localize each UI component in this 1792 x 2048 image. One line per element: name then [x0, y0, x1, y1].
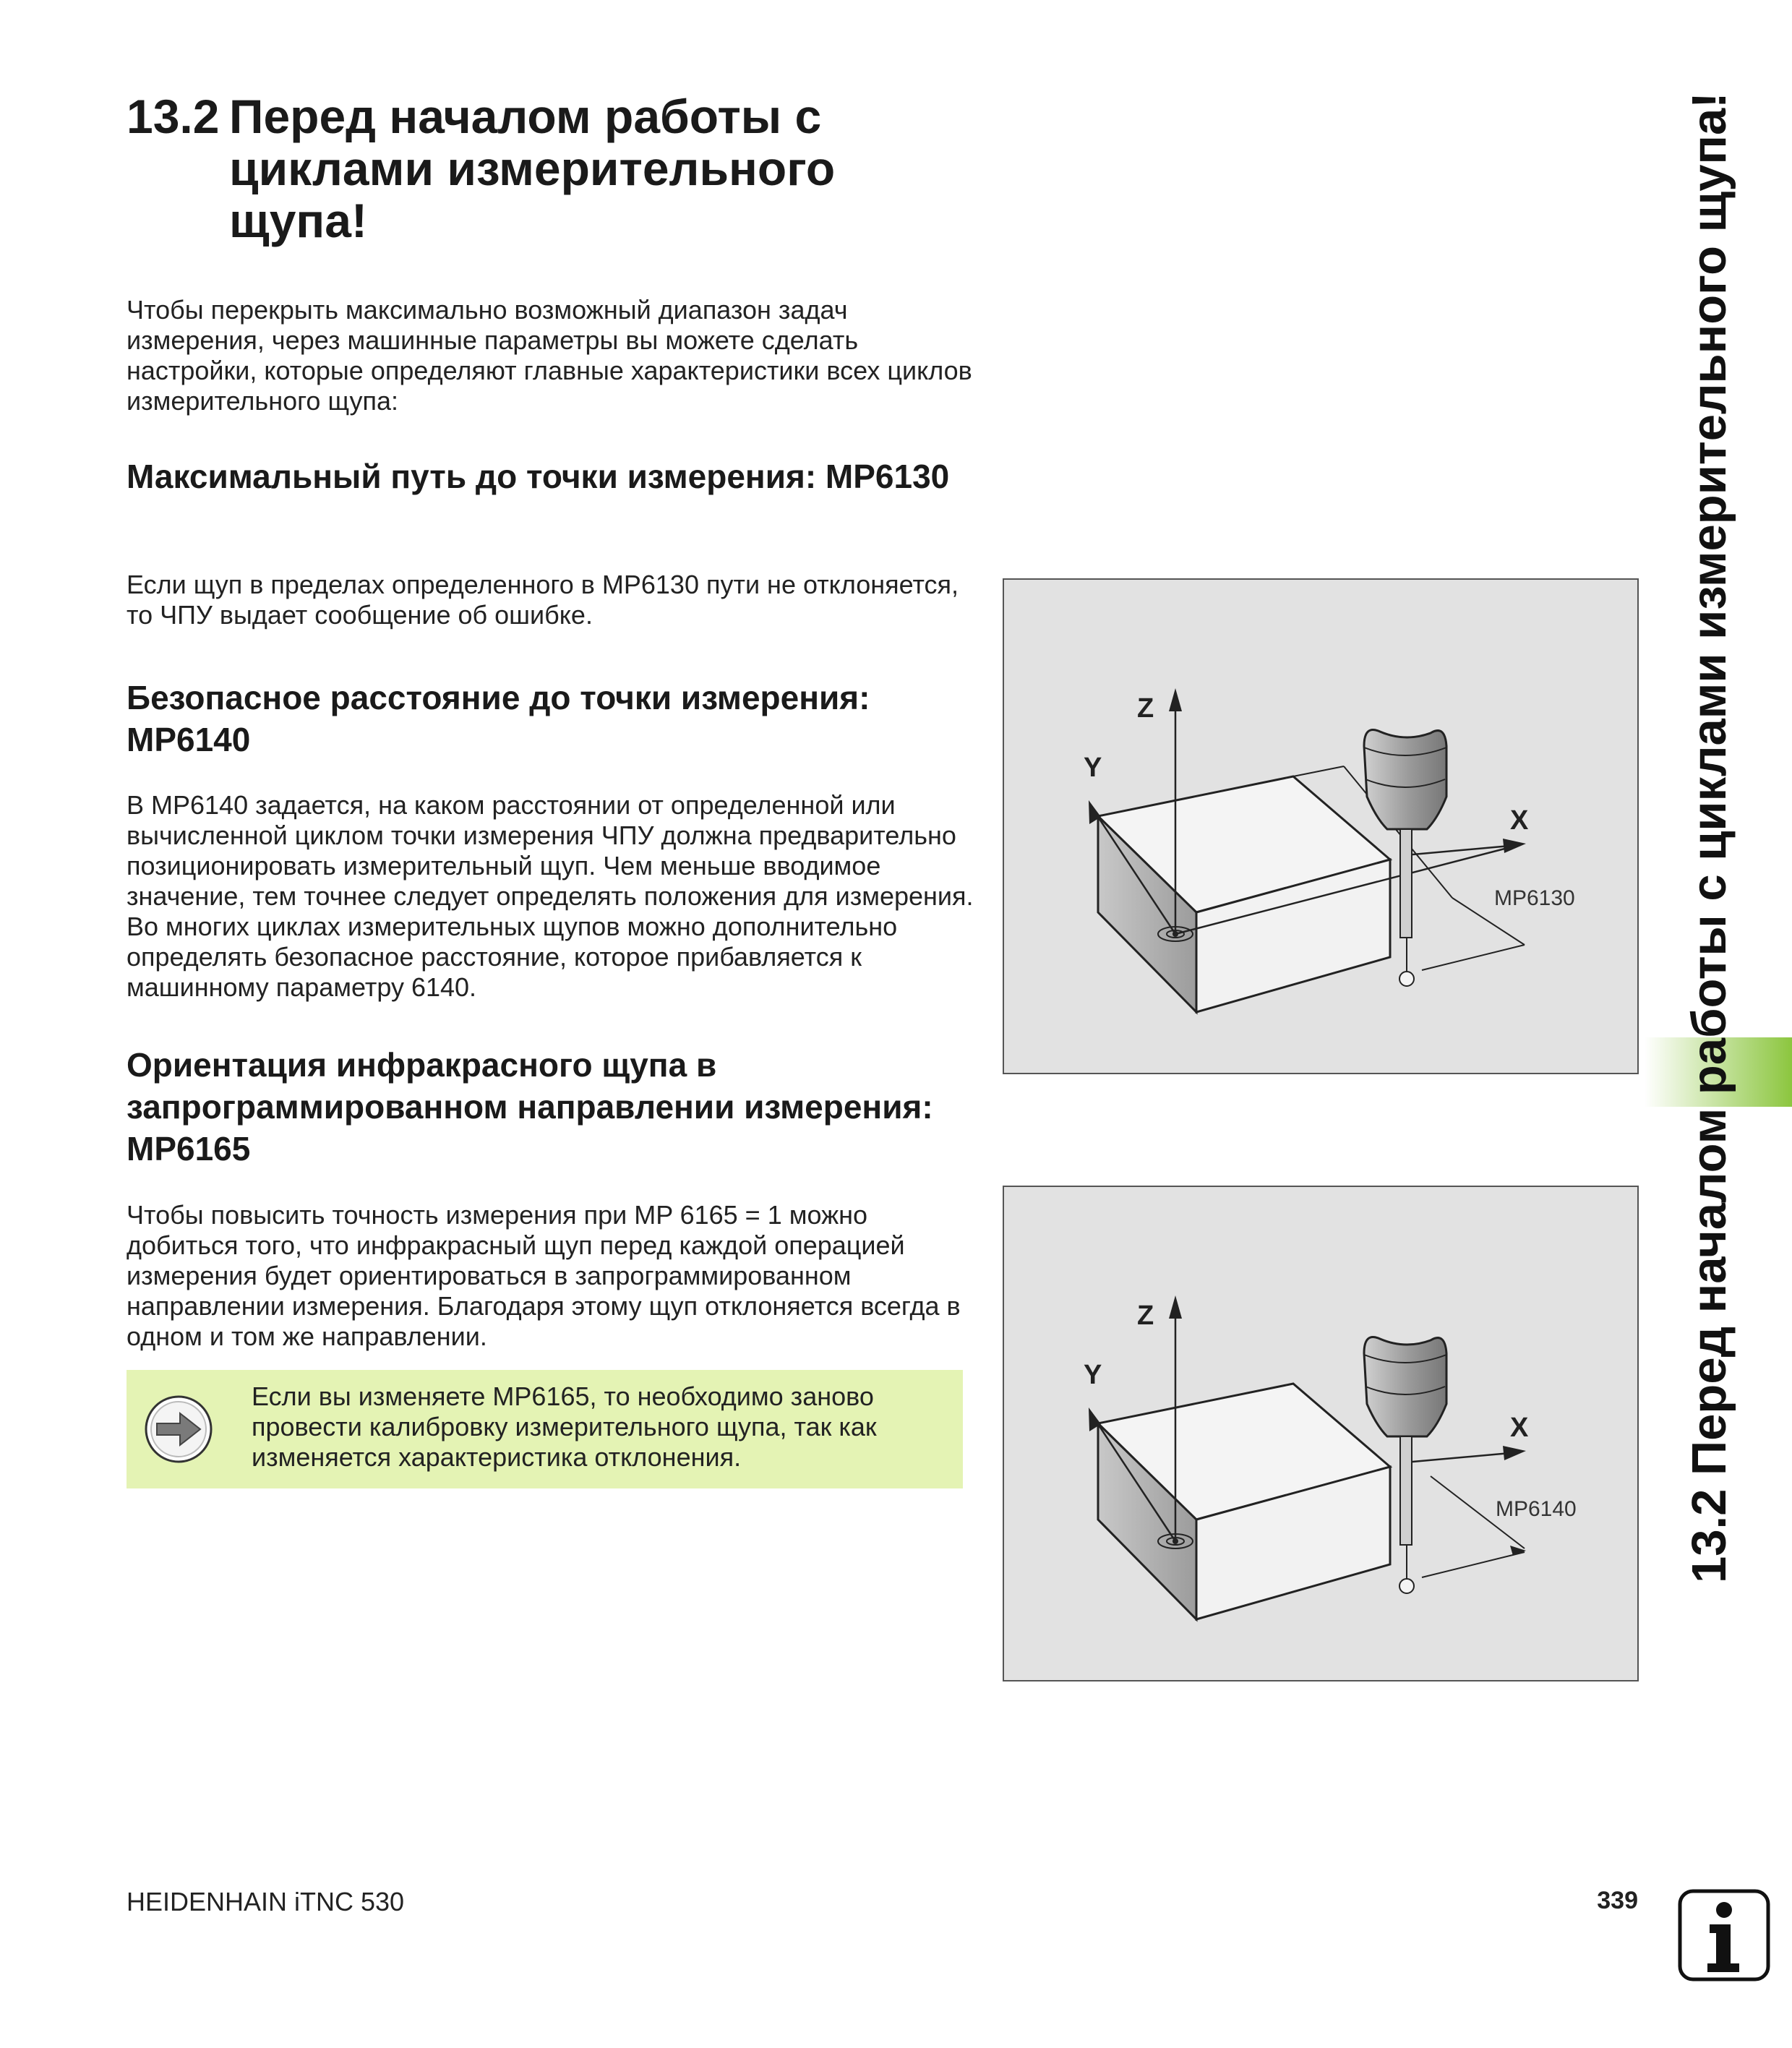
param-label: MP6140	[1496, 1497, 1577, 1521]
chapter-title	[127, 90, 958, 247]
section-text-mp6140: В MP6140 задается, на каком расстоянии от определенной или вычисленной циклом точки измерения ЧПУ должна предварительно позиционировать измерительный щуп. Чем меньше вводимое значение, тем точнее следует определять положения для измерения. Во многих циклах измерительных щупов можно дополнительно определять безопасное расстояние, которое прибавляется к машинному параметру 6140.	[127, 790, 974, 1002]
section-heading-mp6130: Максимальный путь до точки измерения: MP6130	[127, 458, 950, 495]
axis-x-label: X	[1510, 805, 1529, 836]
footer-product: HEIDENHAIN iTNC 530	[127, 1887, 405, 1916]
axis-z-label: Z	[1137, 1301, 1154, 1331]
axis-z-label: Z	[1137, 693, 1154, 724]
arrow-right-icon	[144, 1394, 213, 1464]
intro-paragraph: Чтобы перекрыть максимально возможный диапазон задач измерения, через машинные параметры вы можете сделать настройки, которые определяют главные характеристики всех циклов измерительного щупа:	[127, 295, 972, 416]
chapter-title-text: Перед началом работы с циклами измерительного щупа!	[229, 90, 836, 247]
section-text-mp6130: Если щуп в пределах определенного в MP6130 пути не отклоняется, то ЧПУ выдает сообщение об ошибке.	[127, 570, 959, 630]
figure-mp6140	[1003, 1186, 1639, 1681]
figure-mp6130-drawing	[1004, 580, 1637, 1073]
figure-mp6140-drawing	[1004, 1187, 1637, 1680]
side-chapter-title: 13.2 Перед началом работы с циклами измерительного щупа!	[1682, 92, 1736, 1583]
info-icon	[1677, 1888, 1771, 1982]
figure-mp6130	[1003, 578, 1639, 1074]
section-heading-mp6165: Ориентация инфракрасного щупа в запрограммированном направлении измерения: MP6165	[127, 1046, 933, 1167]
section-heading-mp6140: Безопасное расстояние до точки измерения: MP6140	[127, 679, 870, 758]
param-label: MP6130	[1494, 886, 1575, 910]
section-text-mp6165: Чтобы повысить точность измерения при MP 6165 = 1 можно добиться того, что инфракрасный щуп перед каждой операцией измерения будет ориентироваться в запрограммированном направлении измерения. Благодаря этому щуп отклоняется всегда в одном и том же направлении.	[127, 1200, 961, 1351]
note-text: Если вы изменяете MP6165, то необходимо заново провести калибровку измерительного щупа, так как изменяется характеристика отклонения.	[252, 1381, 877, 1472]
axis-y-label: Y	[1084, 753, 1102, 783]
note-box	[127, 1370, 963, 1488]
axis-x-label: X	[1510, 1413, 1529, 1443]
chapter-number: 13.2	[127, 90, 220, 143]
axis-y-label: Y	[1084, 1360, 1102, 1390]
page-number: 339	[1597, 1887, 1638, 1914]
